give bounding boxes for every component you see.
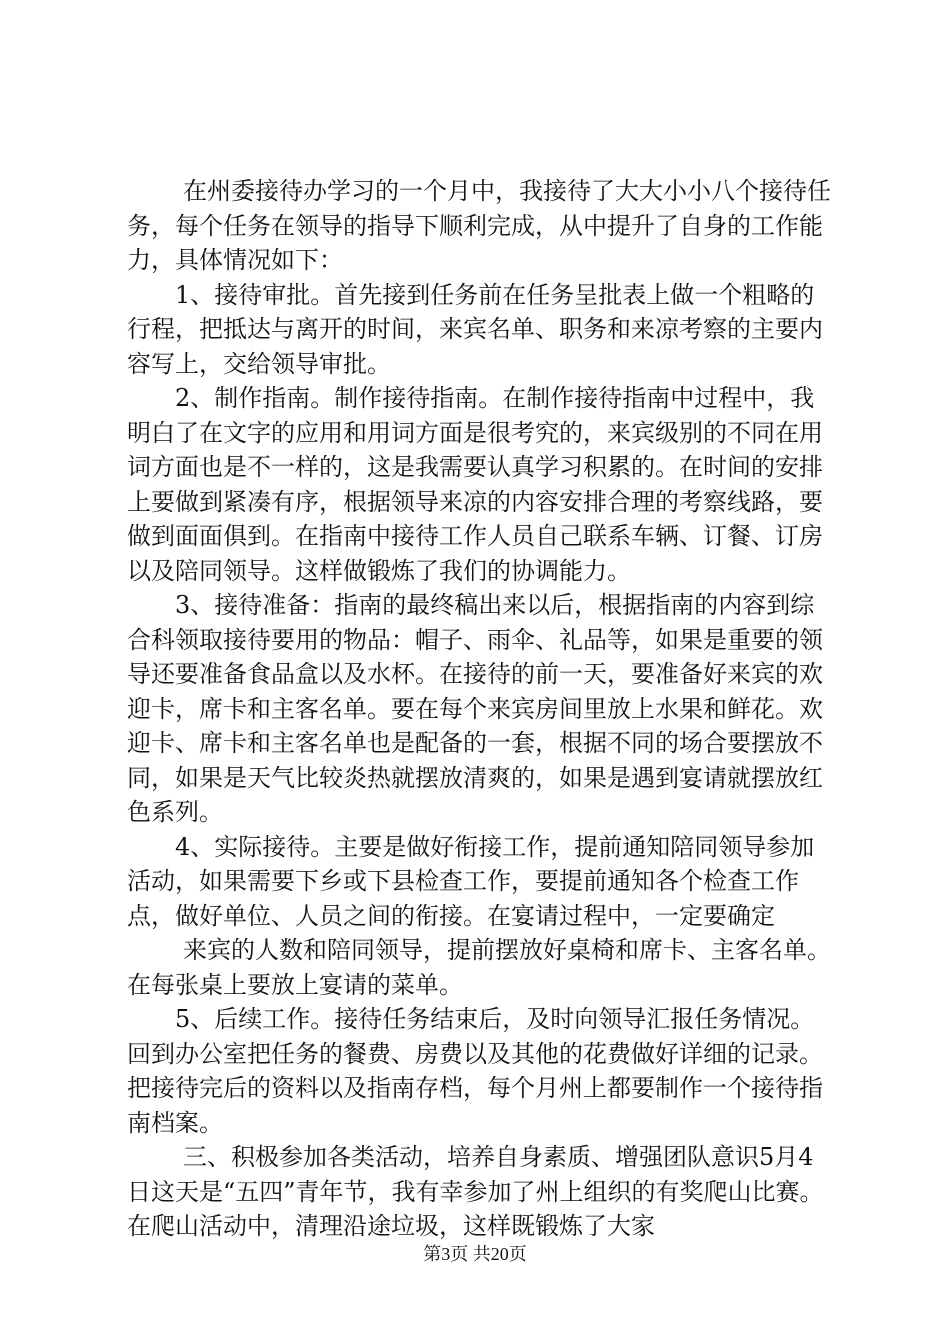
- paragraph-item-1: 1、接待审批。首先接到任务前在任务呈批表上做一个粗略的行程，把抵达与离开的时间，来宾名单、职务和来凉考察的主要内容写上，交给领导审批。: [127, 280, 823, 378]
- paragraph-item-2: 2、制作指南。制作接待指南。在制作接待指南中过程中，我明白了在文字的应用和用词方面是很考究的，来宾级别的不同在用词方面也是不一样的，这是我需要认真学习积累的。在时间的安排上要做到紧凑有序，根据领导来凉的内容安排合理的考察线路，要做到面面俱到。在指南中接待工作人员自己联系车辆、订餐、订房以及陪同领导。这样做锻炼了我们的协调能力。: [127, 384, 823, 585]
- paragraph-item-4: 4、实际接待。主要是做好衔接工作，提前通知陪同领导参加活动，如果需要下乡或下县检查工作，要提前通知各个检查工作点，做好单位、人员之间的衔接。在宴请过程中，一定要确定: [127, 832, 815, 930]
- paragraph-section-3: 三、积极参加各类活动，培养自身素质、增强团队意识5月4日这天是“五四”青年节，我有幸参加了州上组织的有奖爬山比赛。在爬山活动中，清理沿途垃圾，这样既锻炼了大家: [127, 1143, 824, 1240]
- paragraph-intro: 在州委接待办学习的一个月中，我接待了大大小小八个接待任务，每个任务在领导的指导下顺利完成，从中提升了自身的工作能力，具体情况如下：: [127, 177, 831, 274]
- document-body: [127, 174, 833, 1244]
- paragraph-item-5: 5、后续工作。接待任务结束后，及时向领导汇报任务情况。回到办公室把任务的餐费、房费以及其他的花费做好详细的记录。把接待完后的资料以及指南存档，每个月州上都要制作一个接待指南档案。: [127, 1005, 823, 1137]
- page-footer: 第3页 共20页: [423, 1244, 527, 1264]
- paragraph-item-3: 3、接待准备：指南的最终稿出来以后，根据指南的内容到综合科领取接待要用的物品：帽子、雨伞、礼品等，如果是重要的领导还要准备食品盒以及水杯。在接待的前一天，要准备好来宾的欢迎卡，席卡和主客名单。要在每个来宾房间里放上水果和鲜花。欢迎卡、席卡和主客名单也是配备的一套，根据不同的场合要摆放不同，如果是天气比较炎热就摆放清爽的，如果是遇到宴请就摆放红色系列。: [127, 591, 823, 826]
- paragraph-item-4-continued: 来宾的人数和陪同领导，提前摆放好桌椅和席卡、主客名单。在每张桌上要放上宴请的菜单。: [127, 936, 831, 999]
